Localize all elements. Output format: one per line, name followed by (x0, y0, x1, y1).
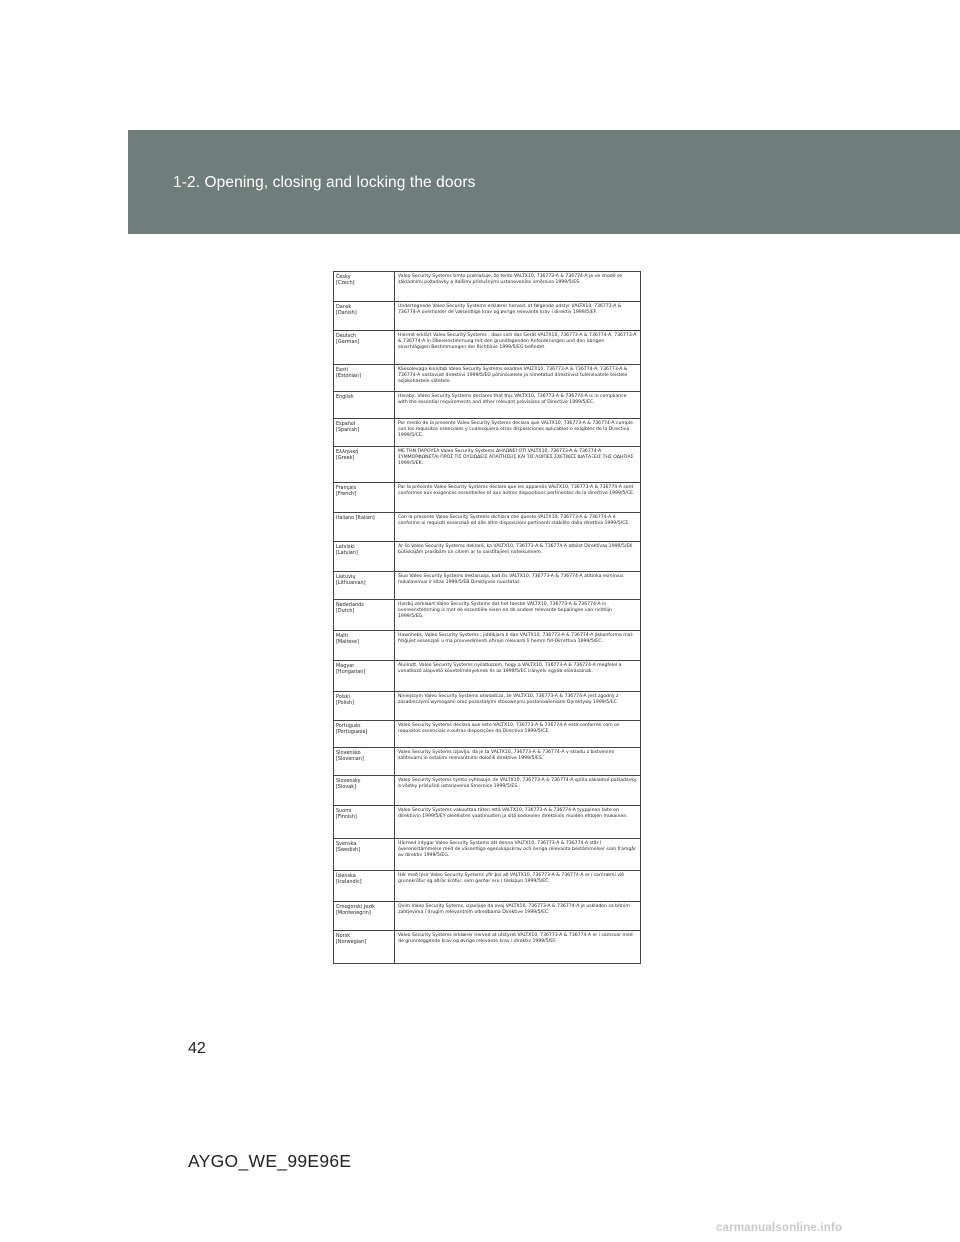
table-row (334, 902, 640, 931)
declaration-table (333, 271, 641, 964)
language-cell: Español [Spanish] (334, 419, 395, 446)
table-row (334, 272, 640, 302)
table-row (334, 572, 640, 600)
declaration-text-cell: Ovim Valeo Security Sytems, izjavljuje da ovaj VALTX10, 736773-A & 736774-A je usklađen sa bitnim zahtjevima i drugim relevantnim odredbama Direktive 1999/5/EC. (398, 904, 630, 916)
language-cell: Nederlands [Dutch] (334, 600, 395, 630)
declaration-text-cell: Con la presente Valeo Security Systems dichiara che questo VALTX10, 736773-A & 736774-A è conforme ai requisiti essenziali ed alle altre disposizioni pertinenti stabilite dalla direttiva 1999/5/CE. (398, 515, 630, 527)
declaration-text-cell: Valeo Security Systems izjavlja, da je ta VALTX10, 736773-A & 736774-A v skladu z bistvenimi zahtevami in ostalimi relevantnimi določili direktive 1999/5/ES. (398, 750, 615, 762)
declaration-text-cell: Niniejszym Valeo Security Systems oświadcza, że VALTX10, 736773-A & 736774-A jest zgodny z zasadniczymi wymogami oraz pozostałymi stosownymi postanowieniami Dyrektywy 1999/5/EC. (398, 694, 619, 706)
language-cell: Italiano [Italian] (334, 513, 395, 541)
language-cell: Crnogorski jezik [Montenegrin] (334, 902, 395, 930)
table-row (334, 513, 640, 542)
table-row (334, 365, 640, 392)
section-title: 1-2. Opening, closing and locking the doors (173, 174, 476, 191)
declaration-text-cell: Hawnhekk, Valeo Security Systems , jiddikjara li dan VALTX10, 736773-A & 736774-A jikkonforma mal-ħtiġijiet essenzjali u ma provvedimenti oħrajn relevanti li hemm fid-Dirrettiva 1999/5/EC. (398, 633, 634, 645)
declaration-text-cell: Hereby, Valeo Security Systems declares that this VALTX10, 736773-A & 736774-A is in compliance with the essential requirements and other relevant provisions of Directive 1999/5/EC. (398, 394, 627, 406)
declaration-text-cell: Hér með lýsir Valeo Security Systems yfir því að VALTX10, 736773-A & 736774-A er í samræmi við grunnkröfur og aðrar kröfur, sem gerðar eru í tilskipun 1999/5/EC. (398, 873, 624, 885)
declaration-text-cell: Alulírott, Valeo Security Systems nyilatkozom, hogy a VALTX10, 736773-A & 736774-A megfelel a vonatkozó alapvetõ követelményeknek és az 1999/5/EC irányelv egyéb elõírásainak. (398, 663, 622, 675)
declaration-text-cell: Valeo Security Systems declara que este VALTX10, 736773-A & 736774-A está conforme com os requisitos essenciais e outras disposições da Directiva 1999/5/CE. (398, 723, 620, 735)
language-cell: Deutsch [German] (334, 331, 395, 364)
declaration-text-cell: Valeo Security Systems týmto vyhlasuje, že VALTX10, 736773-A & 736774-A spĺňa základné požiadavky a všetky príslušné ustanovenia Smernice 1999/5/ES. (398, 778, 637, 790)
table-row (334, 447, 640, 483)
table-row (334, 419, 640, 447)
language-cell: Norsk [Norwegian] (334, 931, 395, 963)
table-row (334, 871, 640, 902)
table-row (334, 748, 640, 776)
language-cell: Malti [Maltese] (334, 631, 395, 660)
declaration-text-cell: Valeo Security Systems erklærer herved at utstyret VALTX10, 736773-A & 736774-A er i samsvar med de grunnleggende krav og øvrige relevante krav i direktiv 1999/5/EF. (398, 933, 633, 945)
header-band (128, 130, 960, 234)
table-row (334, 392, 640, 419)
table-row (334, 302, 640, 331)
language-cell: Português [Portuguese] (334, 721, 395, 747)
table-row (334, 839, 640, 871)
language-cell: Français [French] (334, 483, 395, 512)
table-row (334, 483, 640, 513)
table-row (334, 661, 640, 692)
language-cell: Magyar [Hungarian] (334, 661, 395, 691)
declaration-text-cell: Par la présente Valeo Security Systems déclare que les appareils VALTX10, 736773-A & 736774-A sont conformes aux exigences essentielles et aux autres dispositions pertinentes de la directive 1999/5/CE. (398, 485, 635, 497)
table-row (334, 931, 640, 963)
declaration-text-cell: Por medio de la presente Valeo Security Systems declara que VALTX10, 736773-A & 736774-A cumple con los requisitos esenciales y cualesquiera otras disposiciones aplicables o exigibles de la Directiva 1999/5/CE. (398, 421, 633, 439)
declaration-text-cell: Valeo Security Systems vakuuttaa täten että VALTX10, 736773-A & 736774-A tyyppinen laite on direktiivin 1999/5/EY oleellisten vaatimusten ja sitä koskevien direktiivin muiden ehtojen mukainen. (398, 808, 628, 820)
language-cell: Latviski [Latvian] (334, 542, 395, 571)
declaration-text-cell: ΜΕ ΤΗΝ ΠΑΡΟΥΣΑ Valeo Security Systems ΔΗΛΩΝΕΙ ΟΤΙ VALTX10, 736773-A & 736774-A ΣΥΜΜΟΡΦΩΝΕΤΑΙ ΠΡΟΣ ΤΙΣ ΟΥΣΙΩΔΕΙΣ ΑΠΑΙΤΗΣΕΙΣ ΚΑΙ ΤΙΣ ΛΟΙΠΕΣ ΣΧΕΤΙΚΕΣ ΔΙΑΤΑΞΕΙΣ ΤΗΣ ΟΔΗΓΙΑΣ 1999/5/ΕΚ. (398, 449, 634, 467)
document-code: AYGO_WE_99E96E (188, 1151, 352, 1171)
language-cell: Suomi [Finnish] (334, 806, 395, 838)
table-row (334, 692, 640, 721)
table-row (334, 721, 640, 748)
language-cell: Lietuvių [Lithuanian] (334, 572, 395, 599)
language-cell: Íslenska [Icelandic] (334, 871, 395, 901)
language-cell: Slovensky [Slovak] (334, 776, 395, 805)
table-row (334, 776, 640, 806)
table-row (334, 542, 640, 572)
declaration-text-cell: Härmed intygar Valeo Security Systems att denna VALTX10, 736773-A & 736774-A står I överensstämmelse med de väsentliga egenskapskrav och övriga relevanta bestämmelser som framgår av direktiv 1999/5/EG. (398, 841, 636, 859)
declaration-text-cell: Ar šo Valeo Security Systems deklarē, ka VALTX10, 736773-A & 736774-A atbilst Direktīvas 1999/5/EK būtiskajām prasībām un citiem ar to saistītajiem noteikumiem. (398, 544, 633, 556)
language-cell: English (334, 392, 395, 418)
declaration-text-cell: Käesolevaga kinnitab Valeo Security Systems seadme VALTX10, 736773-A & 736774-A, 736773-A & 736774-A vastavust direktiivi 1999/5/EÜ põhinõuetele ja nimetatud direktiivist tulenevatele teistele asjakohastele sätetele. (398, 367, 628, 385)
declaration-text-cell: Šiuo Valeo Security Systems deklaruoja, kad šis VALTX10, 736773-A & 736774-A atitinka esminius reikalavimus ir kitas 1999/5/EB Direktyvos nuostatas. (398, 574, 624, 586)
declaration-text-cell: Undertegnede Valeo Security Systems erklærer herved, at følgende udstyr VALTX10, 736773-A & 736774-A overholder de væsentlige krav og øvrige relevante krav i direktiv 1999/5/EF. (398, 304, 622, 316)
declaration-text-cell: Hierbij verklaart Valeo Security Systems dat het toestel VALTX10, 736773-A & 736774-A in overeenstemming is met de essentiële eisen en de andere relevante bepalingen van richtlijn 1999/5/EG. (398, 602, 612, 620)
table-row (334, 806, 640, 839)
declaration-text-cell: Valeo Security Systems tímto prohlašuje, že tento VALTX10, 736773-A & 736774-A je ve shodě se základními požadavky a dalšími příslušnými ustanoveními směrnice 1999/5/ES. (398, 274, 623, 286)
language-cell: Svenska [Swedish] (334, 839, 395, 870)
language-cell: Česky [Czech] (334, 272, 395, 301)
language-cell: Eesti [Estonian] (334, 365, 395, 391)
language-cell: Polski [Polish] (334, 692, 395, 720)
watermark-text: carmanualsonline.info (716, 1222, 843, 1234)
table-row (334, 631, 640, 661)
table-row (334, 331, 640, 365)
language-cell: Dansk [Danish] (334, 302, 395, 330)
language-cell: Ελληνική [Greek] (334, 447, 395, 482)
table-row (334, 600, 640, 631)
declaration-text-cell: Hiermit erklärt Valeo Security Systems , dass sich das Gerät VALTX10, 736773-A & 736774-A, 736773-A & 736774-A in Übereinstimmung mit den grundlegenden Anforderungen und den übrigen einschlägigen Bestimmungen der Richtlinie 1999/5/EG befindet. (398, 333, 637, 351)
page-number: 42 (188, 1040, 206, 1057)
language-cell: Slovensko [Slovenian] (334, 748, 395, 775)
